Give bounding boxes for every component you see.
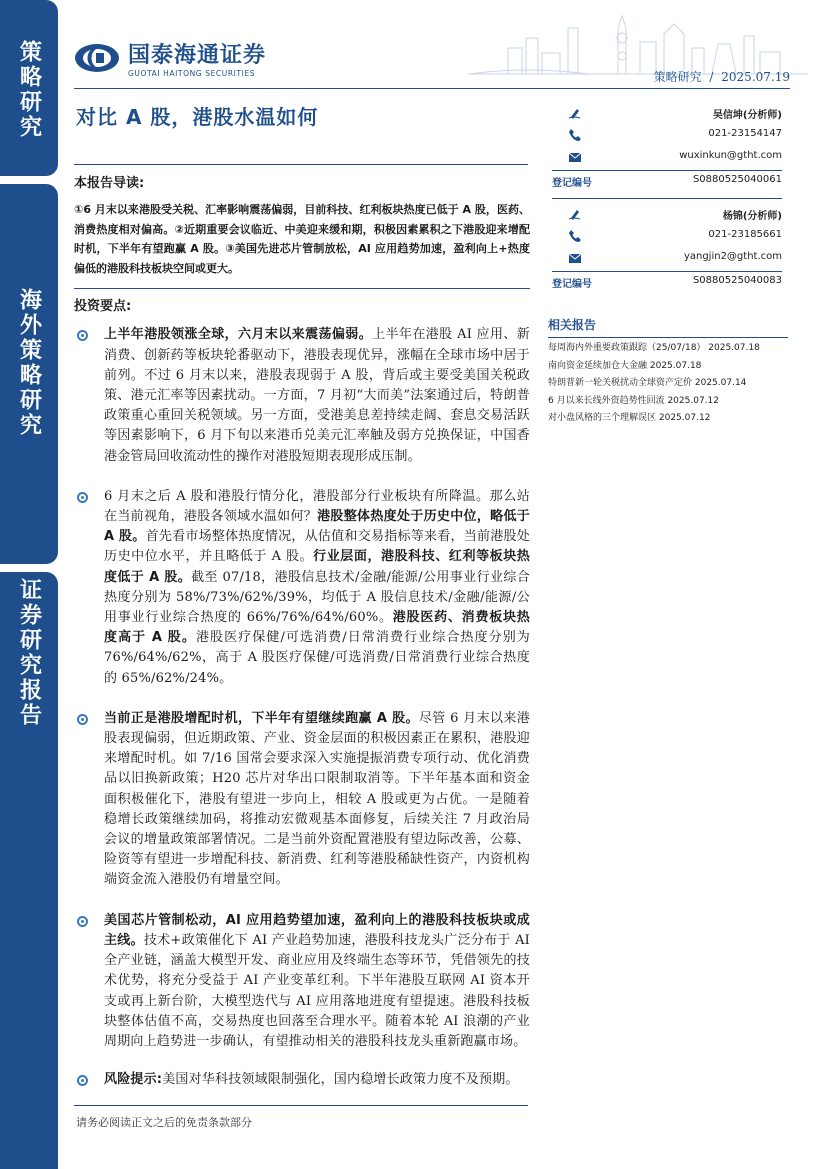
key-point-2-lead-3: 港股医药、消费板块热度高于 A 股。 bbox=[104, 610, 530, 646]
report-category-date bbox=[650, 68, 790, 85]
email-icon bbox=[568, 251, 582, 265]
key-point-2-lead-2: 行业层面，港股科技、红利等板块热度低于 A 股。 bbox=[104, 549, 531, 585]
phone-icon bbox=[568, 229, 582, 243]
analyst-panel bbox=[552, 102, 782, 291]
risk-warning-label: 风险提示: bbox=[104, 1072, 163, 1088]
key-point-2-lead-1: 港股整体热度处于历史中位，略低于 A 股。 bbox=[104, 509, 531, 545]
bullet-icon bbox=[77, 1075, 88, 1086]
risk-warning bbox=[74, 1070, 530, 1090]
logo-name-en: GUOTAI HAITONG SECURITIES bbox=[128, 69, 256, 78]
analyst-reg-label: 登记编号 bbox=[552, 178, 592, 189]
related-reports-heading: 相关报告 bbox=[548, 316, 788, 338]
key-point-4-text: 技术+政策催化下 AI 产业趋势加速，港股科技龙头广泛分布于 AI 全产业链，涵盖大模型开发、商业应用及终端生态等环节，凭借领先的技术优势，将充分受益于 AI 产业变革红利。下半年港股互联网 AI 资本开支或再上新台阶，大模型迭代与 AI 应用落地进度有望提速。港股科技板块整体估值不高，交易热度也回落至合理水平。随着本轮 AI 浪潮的产业周期向上趋势进一步确认，有望推动相关的港股科技龙头重新跑赢市场。 bbox=[104, 932, 531, 1049]
sidebar-tag-label: 策略研究 bbox=[16, 40, 42, 140]
pen-icon bbox=[568, 106, 582, 120]
header-divider bbox=[74, 88, 790, 89]
related-reports bbox=[548, 316, 788, 430]
phone-icon bbox=[568, 128, 582, 142]
key-point-2 bbox=[74, 487, 530, 689]
report-title: 对比 A 股，港股水温如何 bbox=[76, 105, 319, 129]
key-point-3 bbox=[74, 709, 530, 891]
key-point-1 bbox=[74, 325, 530, 466]
related-report-item[interactable]: 每周海内外重要政策跟踪（25/07/18） 2025.07.18 bbox=[548, 343, 760, 353]
key-point-2-text-3: 截至 07/18，港股信息技术/金融/能源/公用事业行业综合热度分别为 58%/73%/62%/39%，均低于 A 股信息技术/金融/能源/公用事业行业综合热度的 66%/76%/64%/60%。 bbox=[104, 569, 530, 626]
report-category: 策略研究 bbox=[653, 70, 702, 84]
analyst-reg-label: 登记编号 bbox=[552, 279, 592, 290]
related-report-item[interactable]: 6 月以来长线外资趋势性回流 2025.07.12 bbox=[548, 395, 719, 406]
related-report-item[interactable]: 特朗普新一轮关税扰动全球资产定价 2025.07.14 bbox=[548, 378, 747, 388]
risk-warning-text: 美国对华科技领域限制强化，国内稳增长政策力度不及预期。 bbox=[162, 1072, 519, 1088]
analyst-phone: 021-23154147 bbox=[708, 128, 782, 139]
date-separator: / bbox=[709, 70, 714, 84]
related-reports-list bbox=[548, 342, 788, 426]
key-point-4-lead: 美国芯片管制松动，AI 应用趋势望加速，盈利向上的港股科技板块或成主线。 bbox=[104, 912, 530, 948]
key-point-3-lead: 当前正是港股增配时机，下半年有望继续跑赢 A 股。 bbox=[104, 710, 419, 726]
report-date: 2025.07.19 bbox=[721, 70, 790, 84]
bullet-icon bbox=[77, 714, 88, 725]
key-point-2-text-4: 港股医疗保健/可选消费/日常消费行业综合热度分别为 76%/64%/62%，高于 A 股医疗保健/可选消费/日常消费行业综合热度的 65%/62%/24%。 bbox=[104, 630, 531, 686]
company-logo bbox=[74, 38, 266, 78]
email-icon bbox=[568, 150, 582, 164]
sidebar-tag-overseas bbox=[0, 184, 58, 564]
analyst-card bbox=[552, 102, 782, 190]
analyst-phone: 021-23185661 bbox=[708, 229, 782, 240]
guide-divider bbox=[74, 288, 530, 289]
sidebar-tag-report bbox=[0, 572, 58, 1169]
key-point-1-text: 上半年在港股 AI 应用、新消费、创新药等板块轮番驱动下，港股表现优异，涨幅在全球市场中居于前列。不过 6 月末以来，港股表现弱于 A 股，背后或主要受美国关税政策、港元汇率等因素扰动。一方面，7 月初“大而美”法案通过后，特朗普政策重心重回关税领域。另一方面，受港美息差持续走阔、套息交易活跃等因素影响下，6 月下旬以来港币兑美元汇率触及弱方兑换保证，中国香港金管局回收流动性的操作对港股短期表现形成压制。 bbox=[104, 327, 530, 464]
bullet-icon bbox=[77, 330, 88, 341]
guide-summary: ①6 月末以来港股受关税、汇率影响震荡偏弱，目前科技、红利板块热度已低于 A 股，医药、消费热度相对偏高。②近期重要会议临近、中美迎来缓和期，积极因素累积之下港股迎来增配时机，下半年有望跑赢 A 股。③美国先进芯片管制放松，AI 应用趋势加速，盈利向上+热度偏低的港股科技板块空间或更大。 bbox=[74, 203, 530, 275]
analyst-card bbox=[552, 198, 782, 291]
footer-divider bbox=[74, 1105, 528, 1106]
disclaimer-note: 请务必阅读正文之后的免责条款部分 bbox=[76, 1116, 252, 1129]
logo-emblem-icon bbox=[74, 43, 120, 73]
key-point-1-lead: 上半年港股领涨全球，六月末以来震荡偏弱。 bbox=[104, 327, 373, 343]
sidebar bbox=[0, 0, 58, 1169]
key-point-3-text: 尽管 6 月末以来港股表现偏弱，但近期政策、产业、资金层面的积极因素正在累积，港股迎来增配时机。如 7/16 国常会要求深入实施提振消费专项行动、优化消费品以旧换新政策；H20 芯片对华出口限制取消等。下半年基本面和资金面积极催化下，港股有望进一步向上，相较 A 股或更为占优。一是随着稳增长政策继续加码，将推动宏微观基本面修复，后续关注 7 月政治局会议的增量政策部署情况。二是当前外资配置港股有望边际改善，公募、险资等有望进一步增配科技、新消费、红利等港股稀缺性资产，内资机构端资金流入港股仍有增量空间。 bbox=[104, 710, 530, 888]
related-report-item[interactable]: 南向资金延续加仓大金融 2025.07.18 bbox=[548, 360, 702, 371]
analyst-name: 杨锦(分析师) bbox=[722, 211, 782, 222]
related-report-item[interactable]: 对小盘风格的三个理解误区 2025.07.12 bbox=[548, 413, 711, 423]
sidebar-tag-label: 证券研究报告 bbox=[16, 578, 42, 728]
analyst-reg-number: S0880525040083 bbox=[692, 275, 782, 286]
pen-icon bbox=[568, 207, 582, 221]
guide-heading: 本报告导读: bbox=[74, 176, 145, 191]
logo-name-cn: 国泰海通证券 bbox=[128, 43, 267, 68]
analyst-name: 吴信坤(分析师) bbox=[712, 110, 782, 121]
title-divider bbox=[74, 164, 528, 165]
analyst-reg-number: S0880525040061 bbox=[692, 174, 782, 185]
sidebar-tag-strategy bbox=[0, 0, 58, 176]
sidebar-tag-label: 海外策略研究 bbox=[16, 288, 42, 438]
analyst-email[interactable]: yangjin2@gtht.com bbox=[683, 251, 782, 262]
bullet-icon bbox=[77, 492, 88, 503]
key-points-heading: 投资要点: bbox=[74, 299, 132, 315]
key-point-2-text-1: 6 月末之后 A 股和港股行情分化，港股部分行业板块有所降温。那么站在当前视角，港股各领域水温如何？ bbox=[104, 488, 530, 525]
bullet-icon bbox=[77, 916, 88, 927]
main-content bbox=[74, 174, 530, 1090]
key-point-4 bbox=[74, 911, 530, 1052]
key-point-2-text-2: 首先看市场整体热度情况，从估值和交易指标等来看，当前港股处历史中位水平，并且略低于 A 股。 bbox=[104, 529, 530, 565]
analyst-email[interactable]: wuxinkun@gtht.com bbox=[679, 150, 782, 161]
